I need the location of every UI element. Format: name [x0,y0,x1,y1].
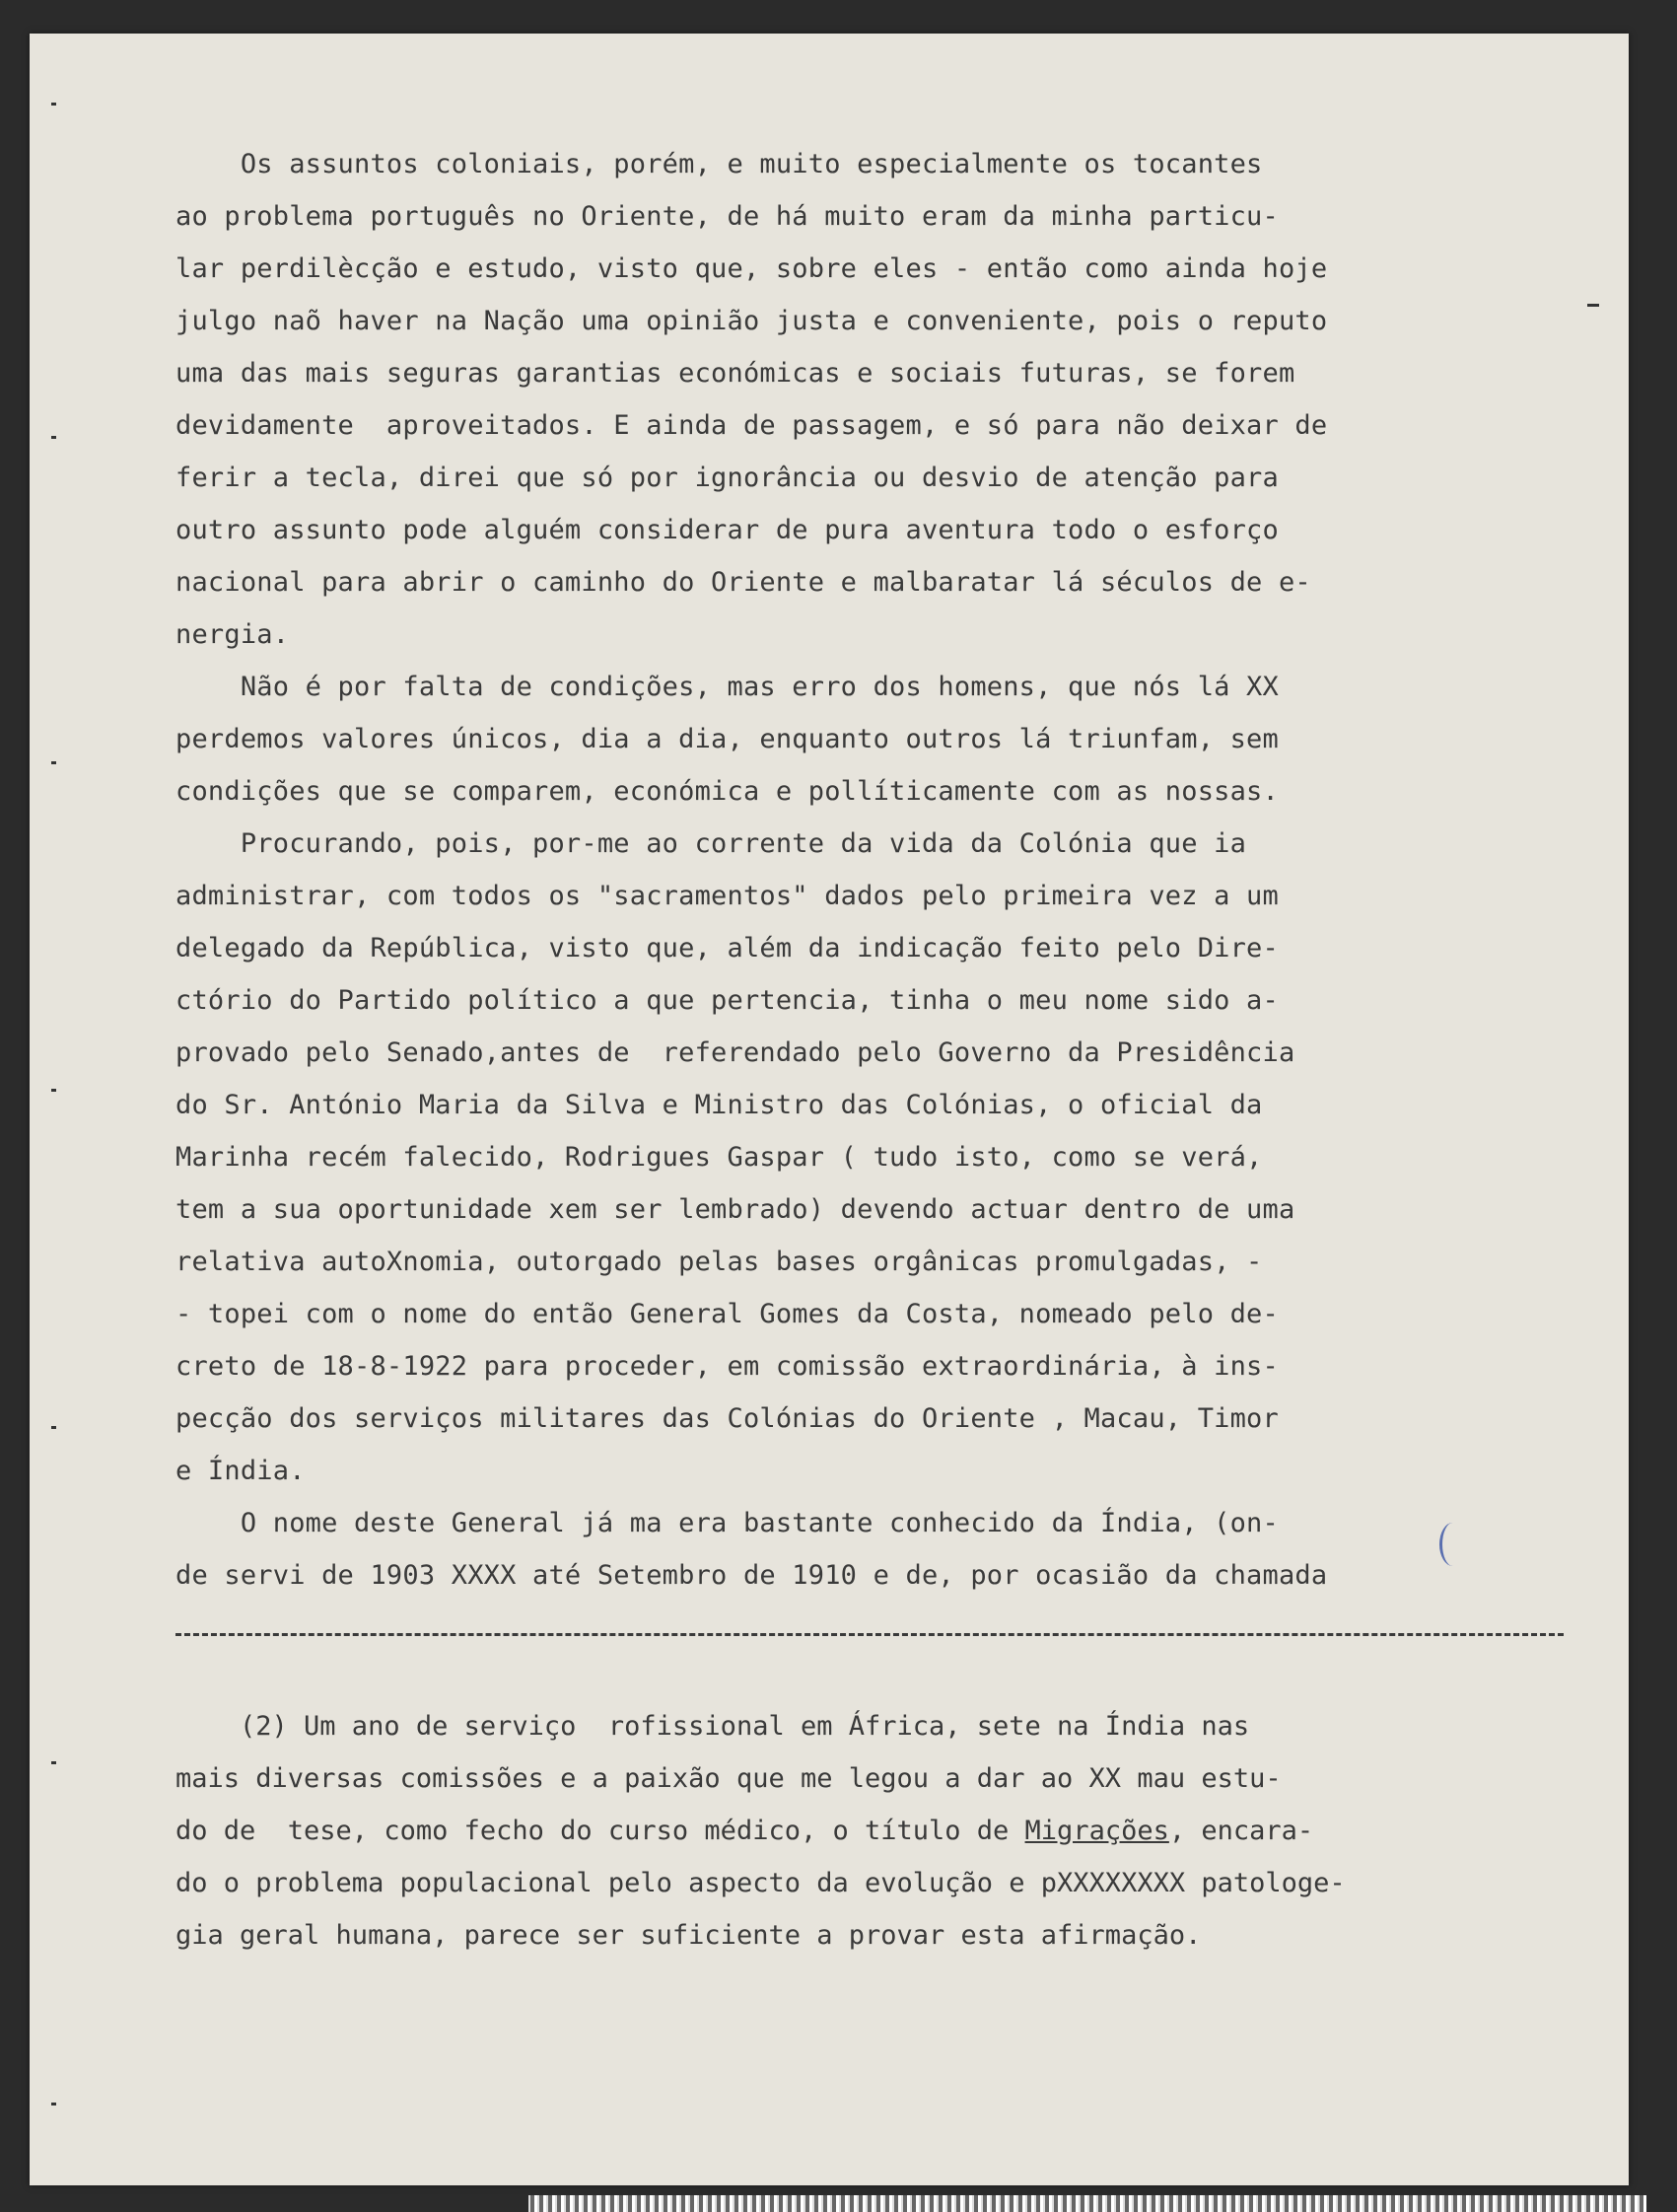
margin-tick [51,1426,56,1429]
footnote-separator-rule [175,1633,1564,1636]
text-line: Procurando, pois, por-me ao corrente da vida da Colónia que ia [175,828,1247,859]
text-line: outro assunto pode alguém considerar de pura aventura todo o esforço [175,515,1279,545]
text-line: devidamente aproveitados. E ainda de passagem, e só para não deixar de [175,410,1328,441]
footnote-line: gia geral humana, parece ser suficiente a provar esta afirmação. [175,1920,1202,1951]
text-line: administrar, com todos os "sacramentos" dados pelo primeira vez a um [175,881,1279,911]
text-line: O nome deste General já ma era bastante conhecido da Índia, (on- [175,1508,1279,1538]
text-line: e Índia. [175,1456,306,1486]
text-line: lar perdilècção e estudo, visto que, sobre eles - então como ainda hoje [175,253,1328,284]
text-line: uma das mais seguras garantias económicas e sociais futuras, se forem [175,358,1295,389]
text-line: - topei com o nome do então General Gomes da Costa, nomeado pelo de- [175,1299,1279,1329]
text-line: de servi de 1903 XXXX até Setembro de 1910 e de, por ocasião da chamada [175,1560,1328,1591]
footnote-line: mais diversas comissões e a paixão que me legou a dar ao XX mau estu- [175,1763,1282,1794]
text-line: julgo naõ haver na Nação uma opinião justa e conveniente, pois o reputo [175,306,1328,336]
text-line: provado pelo Senado,antes de referendado pelo Governo da Presidência [175,1037,1295,1068]
margin-tick [1587,304,1599,307]
text-line: condições que se comparem, económica e pollíticamente com as nossas. [175,776,1279,807]
margin-tick [51,1761,56,1764]
margin-tick [51,761,56,764]
text-line: Não é por falta de condições, mas erro dos homens, que nós lá XX [175,672,1279,702]
text-line: Os assuntos coloniais, porém, e muito especialmente os tocantes [175,149,1263,179]
margin-tick [51,103,56,106]
text-line: creto de 18-8-1922 para proceder, em comissão extraordinária, à ins- [175,1351,1279,1382]
text-line: ao problema português no Oriente, de há muito eram da minha particu- [175,201,1279,232]
margin-tick [51,436,56,439]
footnote-line: (2) Um ano de serviço rofissional em África, sete na Índia nas [175,1711,1250,1742]
margin-tick [51,2103,56,2105]
handwritten-bracket-mark [1439,1523,1466,1566]
footnote-line [175,1805,1575,1857]
text-line: do Sr. António Maria da Silva e Ministro das Colónias, o oficial da [175,1090,1263,1120]
text-line: ctório do Partido político a que pertencia, tinha o meu nome sido a- [175,985,1279,1016]
footnote-text [175,1700,1575,1962]
text-line: pecção dos serviços militares das Colónias do Oriente , Macau, Timor [175,1403,1279,1434]
text-line: perdemos valores únicos, dia a dia, enquanto outros lá triunfam, sem [175,724,1279,754]
text-line: nergia. [175,619,290,650]
margin-tick [51,1089,56,1092]
text-line: delegado da República, visto que, além da indicação feito pelo Dire- [175,933,1279,963]
scan-scale-ruler [528,2195,1646,2212]
text-line: nacional para abrir o caminho do Oriente e malbaratar lá séculos de e- [175,567,1311,598]
text-line: tem a sua oportunidade xem ser lembrado) devendo actuar dentro de uma [175,1194,1295,1225]
text-line: Marinha recém falecido, Rodrigues Gaspar ( tudo isto, como se verá, [175,1142,1263,1173]
main-body-text [175,138,1575,1602]
underlined-title: Migrações [1024,1816,1169,1846]
footnote-text-segment: , encara- [1168,1816,1314,1846]
text-line: ferir a tecla, direi que só por ignorância ou desvio de atenção para [175,463,1279,493]
text-line: relativa autoXnomia, outorgado pelas bases orgânicas promulgadas, - [175,1247,1263,1277]
footnote-line: do o problema populacional pelo aspecto da evolução e pXXXXXXXX patologe- [175,1868,1346,1898]
footnote-text-segment: do de tese, como fecho do curso médico, o título de [175,1816,1025,1846]
